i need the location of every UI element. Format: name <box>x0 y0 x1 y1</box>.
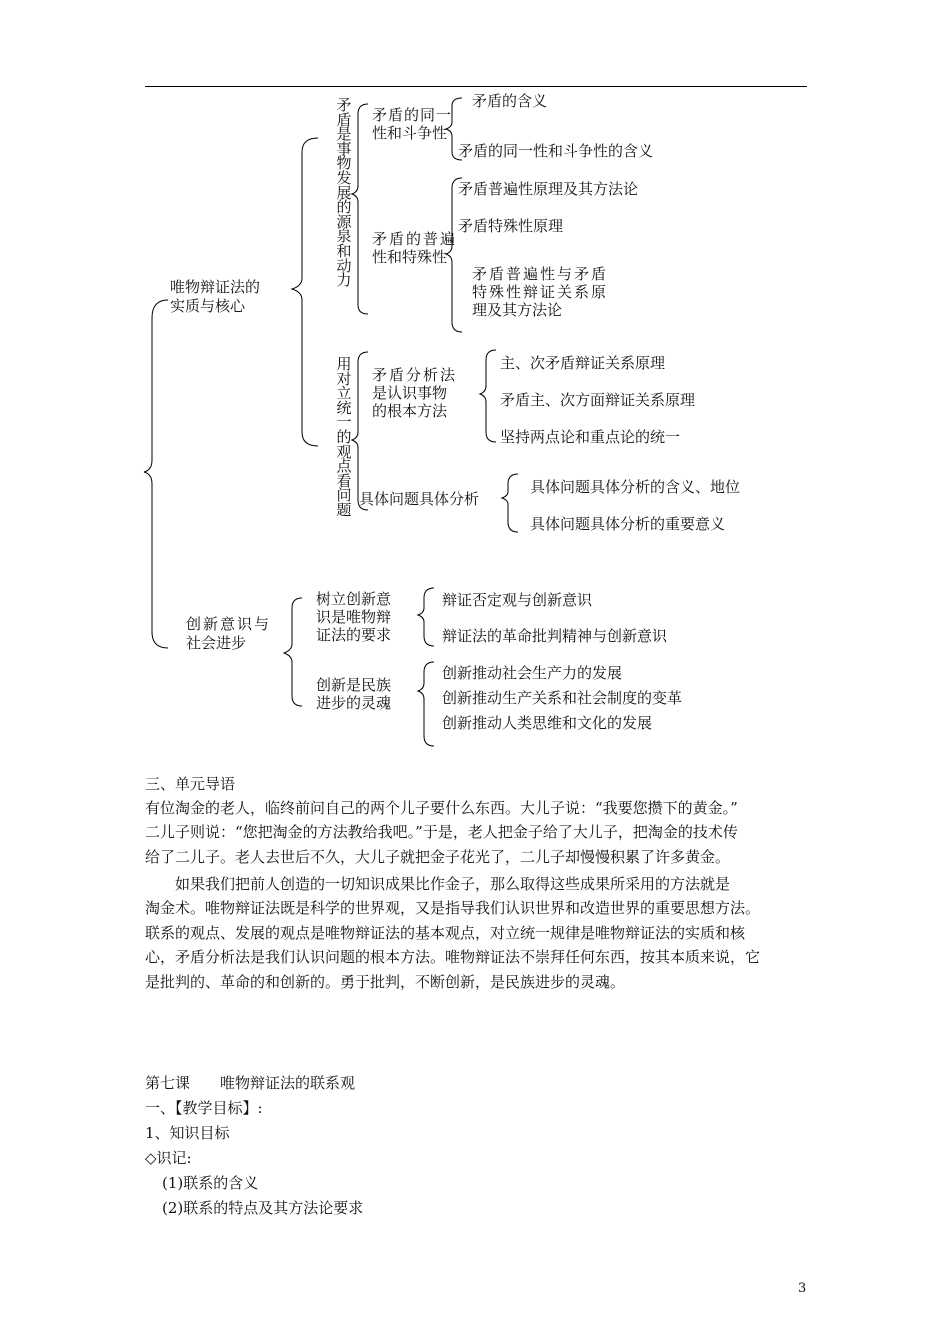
paragraph-line: 是批判的、革命的和创新的。勇于批判，不断创新，是民族进步的灵魂。 <box>145 972 626 991</box>
node-establish-line1: 树立创新意 <box>316 590 392 608</box>
node-soul-line2: 进步的灵魂 <box>316 694 392 712</box>
paragraph-line: 给了二儿子。老人去世后不久，大儿子就把金子花光了，二儿子却慢慢积累了许多黄金。 <box>145 847 731 866</box>
teaching-goals-heading: 一、【教学目标】: <box>145 1099 263 1117</box>
node-essence-line1: 唯物辩证法的 <box>170 278 261 296</box>
paragraph-line: 淘金术。唯物辩证法既是科学的世界观，又是指导我们认识世界和改造世界的重要思想方法。 <box>145 899 761 918</box>
node-analysis-line3: 的根本方法 <box>372 402 448 420</box>
node-identity-struggle-line1: 矛盾的同一 <box>372 106 453 124</box>
node-soul-line1: 创新是民族 <box>316 676 392 694</box>
leaf-concrete-meaning: 具体问题具体分析的含义、地位 <box>530 478 741 496</box>
leaf-universality: 矛盾普遍性原理及其方法论 <box>458 180 639 198</box>
goal-item-2: (2)联系的特点及其方法论要求 <box>162 1199 364 1217</box>
section-heading-unit-intro: 三、单元导语 <box>145 775 236 793</box>
leaf-negation: 辩证否定观与创新意识 <box>442 591 593 609</box>
node-analysis-line2: 是认识事物 <box>372 384 448 402</box>
leaf-dialectic-line3: 理及其方法论 <box>472 301 563 319</box>
node-essence-line2: 实质与核心 <box>170 297 246 315</box>
leaf-productivity: 创新推动社会生产力的发展 <box>442 664 623 682</box>
leaf-revolutionary: 辩证法的革命批判精神与创新意识 <box>442 627 668 645</box>
node-innovation-line1: 创新意识与 <box>186 615 272 633</box>
leaf-two-points: 坚持两点论和重点论的统一 <box>500 428 681 446</box>
lesson-title: 第七课 唯物辩证法的联系观 <box>145 1074 356 1092</box>
leaf-culture: 创新推动人类思维和文化的发展 <box>442 714 653 732</box>
paragraph-line: 如果我们把前人创造的一切知识成果比作金子，那么取得这些成果所采用的方法就是 <box>145 875 731 893</box>
node-universality-line2: 性和特殊性 <box>372 248 448 266</box>
leaf-dialectic-line1: 矛盾普遍性与矛盾 <box>472 265 609 283</box>
node-identity-struggle-line2: 性和斗争性 <box>372 124 448 142</box>
page-number: 3 <box>798 1281 807 1296</box>
node-concrete-analysis: 具体问题具体分析 <box>359 490 480 508</box>
leaf-identity-meaning: 矛盾的同一性和斗争性的含义 <box>458 142 654 160</box>
node-analysis-line1: 矛盾分析法 <box>372 366 458 384</box>
unit-intro-paragraph-2 <box>145 872 810 994</box>
node-unity-of-opposites-vertical: 用对立统一的观点看问题 <box>336 355 352 519</box>
paragraph-line: 联系的观点、发展的观点是唯物辩证法的基本观点，对立统一规律是唯物辩证法的实质和核 <box>145 923 746 942</box>
leaf-particularity: 矛盾特殊性原理 <box>458 217 564 235</box>
leaf-relations: 创新推动生产关系和社会制度的变革 <box>442 689 683 707</box>
node-establish-line2: 识是唯物辩 <box>316 608 392 626</box>
goal-item-1: (1)联系的含义 <box>162 1174 259 1192</box>
brace-vert1 <box>352 104 368 314</box>
node-innovation-line2: 社会进步 <box>186 634 247 652</box>
paragraph-line: 二儿子则说：“您把淘金的方法教给我吧。”于是，老人把金子给了大儿子，把淘金的技术传 <box>145 823 738 842</box>
brace-ju <box>502 474 518 532</box>
brace-pu <box>446 178 462 332</box>
node-establish-line3: 证法的要求 <box>316 626 392 644</box>
paragraph-line: 心，矛盾分析法是我们认识问题的根本方法。唯物辩证法不崇拜任何东西，按其本质来说，它 <box>145 948 761 967</box>
brace-shu <box>418 588 434 646</box>
leaf-meaning: 矛盾的含义 <box>472 92 548 110</box>
brace-innovation <box>284 598 302 706</box>
brace-fen <box>480 350 496 442</box>
brace-ling <box>418 662 434 746</box>
node-universality-line1: 矛盾的普遍 <box>372 230 458 248</box>
brace-essence <box>292 138 318 446</box>
brace-root <box>144 300 168 648</box>
node-contradiction-source-vertical: 矛盾是事物发展的源泉和动力 <box>336 96 352 290</box>
unit-intro-paragraph-1 <box>145 796 810 869</box>
leaf-principal-aspect: 矛盾主、次方面辩证关系原理 <box>500 391 696 409</box>
leaf-dialectic-line2: 特殊性辩证关系原 <box>472 283 609 301</box>
brace-vert2 <box>352 352 368 510</box>
leaf-principal-secondary: 主、次矛盾辩证关系原理 <box>500 354 666 372</box>
knowledge-goal-heading: 1、知识目标 <box>145 1124 230 1142</box>
leaf-concrete-significance: 具体问题具体分析的重要意义 <box>530 515 726 533</box>
paragraph-line: 有位淘金的老人，临终前问自己的两个儿子要什么东西。大儿子说：“我要您攒下的黄金。” <box>145 799 738 817</box>
memorize-label: ◇识记: <box>145 1149 192 1167</box>
